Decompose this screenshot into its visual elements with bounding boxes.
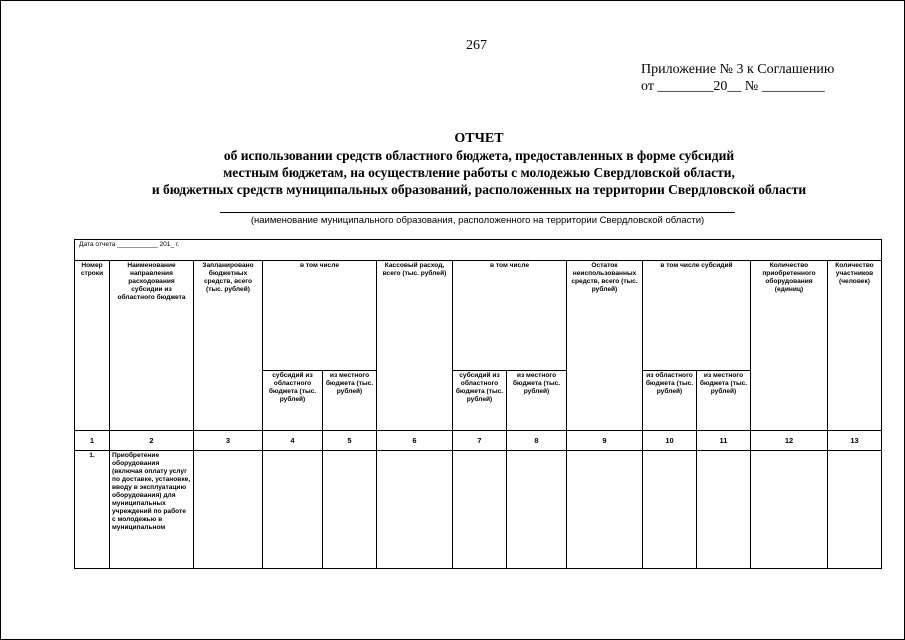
municipality-name-caption: (наименование муниципального образования, расположенного на территории Свердловской области) xyxy=(250,215,705,226)
municipality-name-line xyxy=(220,212,735,213)
column-number: 1 xyxy=(75,431,110,451)
column-number: 12 xyxy=(751,431,828,451)
header-remainder-regional: из областного бюджета (тыс. рублей) xyxy=(643,371,697,431)
row-number: 1. xyxy=(75,451,110,569)
table-row xyxy=(75,451,882,569)
report-title-line-2: местным бюджетам, на осуществление работы с молодежью Свердловской области, xyxy=(223,165,735,180)
report-table xyxy=(74,239,882,569)
column-number: 3 xyxy=(194,431,263,451)
report-title-main: ОТЧЕТ xyxy=(454,131,504,146)
header-row-number: Номер строки xyxy=(75,261,110,431)
table-cell xyxy=(453,451,507,569)
page-number: 267 xyxy=(466,38,487,53)
table-cell xyxy=(567,451,643,569)
column-number: 6 xyxy=(377,431,453,451)
column-number: 10 xyxy=(643,431,697,451)
column-number: 5 xyxy=(323,431,377,451)
table-cell xyxy=(323,451,377,569)
header-direction: Наименование направления расходования субсидии из областного бюджета xyxy=(110,261,194,431)
column-number: 8 xyxy=(507,431,567,451)
table-cell xyxy=(507,451,567,569)
header-planned-group: в том числе xyxy=(263,261,377,371)
table-cell xyxy=(377,451,453,569)
report-title-line-3: и бюджетных средств муниципальных образований, расположенных на территории Свердловской области xyxy=(151,182,807,197)
appendix-block xyxy=(641,61,834,95)
header-planned-total: Запланировано бюджетных средств, всего (тыс. рублей) xyxy=(194,261,263,431)
header-participants-count: Количество участников (человек) xyxy=(828,261,882,431)
header-cash-group: в том числе xyxy=(453,261,567,371)
column-number: 11 xyxy=(697,431,751,451)
report-title-line-1: об использовании средств областного бюджета, предоставленных в форме субсидий xyxy=(223,148,735,163)
column-number: 9 xyxy=(567,431,643,451)
appendix-line-2: от ________20__ № _________ xyxy=(641,79,825,94)
table-cell xyxy=(263,451,323,569)
column-number: 2 xyxy=(110,431,194,451)
column-number: 4 xyxy=(263,431,323,451)
table-cell xyxy=(643,451,697,569)
table-cell xyxy=(751,451,828,569)
header-equipment-count: Количество приобретенного оборудования (единиц) xyxy=(751,261,828,431)
header-cash-regional: субсидий из областного бюджета (тыс. рублей) xyxy=(453,371,507,431)
header-remainder-group: в том числе субсидий xyxy=(643,261,751,371)
table-cell xyxy=(828,451,882,569)
header-remainder-total: Остаток неиспользованных средств, всего (тыс. рублей) xyxy=(567,261,643,431)
report-date-cell: Дата отчета ___________ 201_ г. xyxy=(75,240,882,261)
header-remainder-local: из местного бюджета (тыс. рублей) xyxy=(697,371,751,431)
table-cell xyxy=(697,451,751,569)
appendix-line-1: Приложение № 3 к Соглашению xyxy=(641,62,835,77)
header-cash-local: из местного бюджета (тыс. рублей) xyxy=(507,371,567,431)
report-title xyxy=(0,130,905,198)
column-number: 7 xyxy=(453,431,507,451)
table-cell xyxy=(194,451,263,569)
column-number: 13 xyxy=(828,431,882,451)
header-cash-total: Кассовый расход, всего (тыс. рублей) xyxy=(377,261,453,431)
header-planned-regional: субсидий из областного бюджета (тыс. рублей) xyxy=(263,371,323,431)
row-direction-text: Приобретение оборудования (включая оплату услуг по доставке, установке, вводу в эксплуатацию оборудования) для муниципальных учреждений по работе с молодежью в муниципальном xyxy=(110,451,194,569)
header-planned-local: из местного бюджета (тыс. рублей) xyxy=(323,371,377,431)
